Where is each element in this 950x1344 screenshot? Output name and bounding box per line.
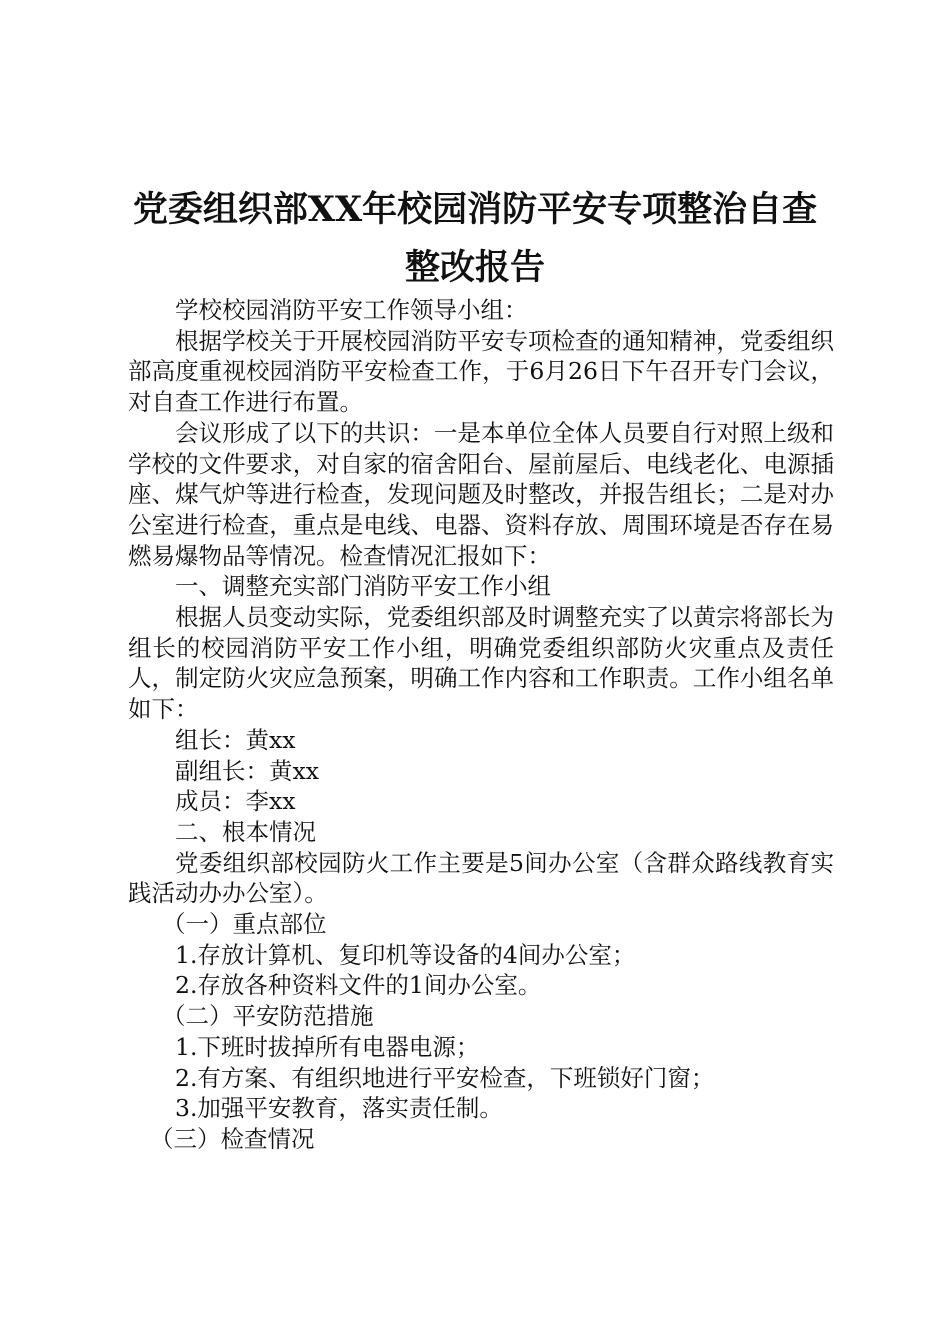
list-item-key-1: 1.存放计算机、复印机等设备的4间办公室； bbox=[175, 940, 636, 969]
section-heading-2: 二、根本情况 bbox=[175, 817, 316, 846]
document-title-line-2: 整改报告 bbox=[404, 247, 545, 288]
subsection-key-locations: （一）重点部位 bbox=[162, 910, 327, 939]
subsection-safety-measures: （二）平安防范措施 bbox=[162, 1002, 374, 1031]
paragraph-offices: 党委组织部校园防火工作主要是5间办公室（含群众路线教育实践活动办办公室）。 bbox=[128, 848, 834, 908]
list-item-measure-3: 3.加强平安教育，落实责任制。 bbox=[175, 1094, 503, 1123]
document-title-line-1: 党委组织部XX年校园消防平安专项整治自查 bbox=[132, 189, 818, 230]
paragraph-consensus: 会议形成了以下的共识：一是本单位全体人员要自行对照上级和学校的文件要求，对自家的宿舍阳台、屋前屋后、电线老化、电源插座、煤气炉等进行检查，发现问题及时整改，并报告组长；二是对办公室进行检查，重点是电线、电器、资料存放、周围环境是否存在易燃易爆物品等情况。检查情况汇报如下： bbox=[128, 418, 834, 570]
list-item-measure-2: 2.有方案、有组织地进行平安检查，下班锁好门窗； bbox=[175, 1063, 715, 1092]
list-item-measure-1: 1.下班时拔掉所有电器电源； bbox=[175, 1032, 480, 1061]
section-heading-1: 一、调整充实部门消防平安工作小组 bbox=[175, 572, 551, 601]
subsection-inspection: （三）检查情况 bbox=[150, 1124, 315, 1153]
paragraph-work-group: 根据人员变动实际，党委组织部及时调整充实了以黄宗将部长为组长的校园消防平安工作小组，明确党委组织部防火灾重点及责任人，制定防火灾应急预案，明确工作内容和工作职责。工作小组名单如下： bbox=[128, 603, 834, 724]
member-leader: 组长：黄xx bbox=[175, 725, 296, 754]
member-deputy-leader: 副组长：黄xx bbox=[175, 756, 320, 785]
document-body bbox=[128, 295, 834, 1155]
list-item-key-2: 2.存放各种资料文件的1间办公室。 bbox=[175, 971, 542, 1000]
salutation: 学校校园消防平安工作领导小组： bbox=[175, 296, 528, 324]
paragraph-notice: 根据学校关于开展校园消防平安专项检查的通知精神，党委组织部高度重视校园消防平安检查工作，于6月26日下午召开专门会议，对自查工作进行布置。 bbox=[128, 326, 834, 417]
member-member: 成员：李xx bbox=[175, 787, 296, 816]
